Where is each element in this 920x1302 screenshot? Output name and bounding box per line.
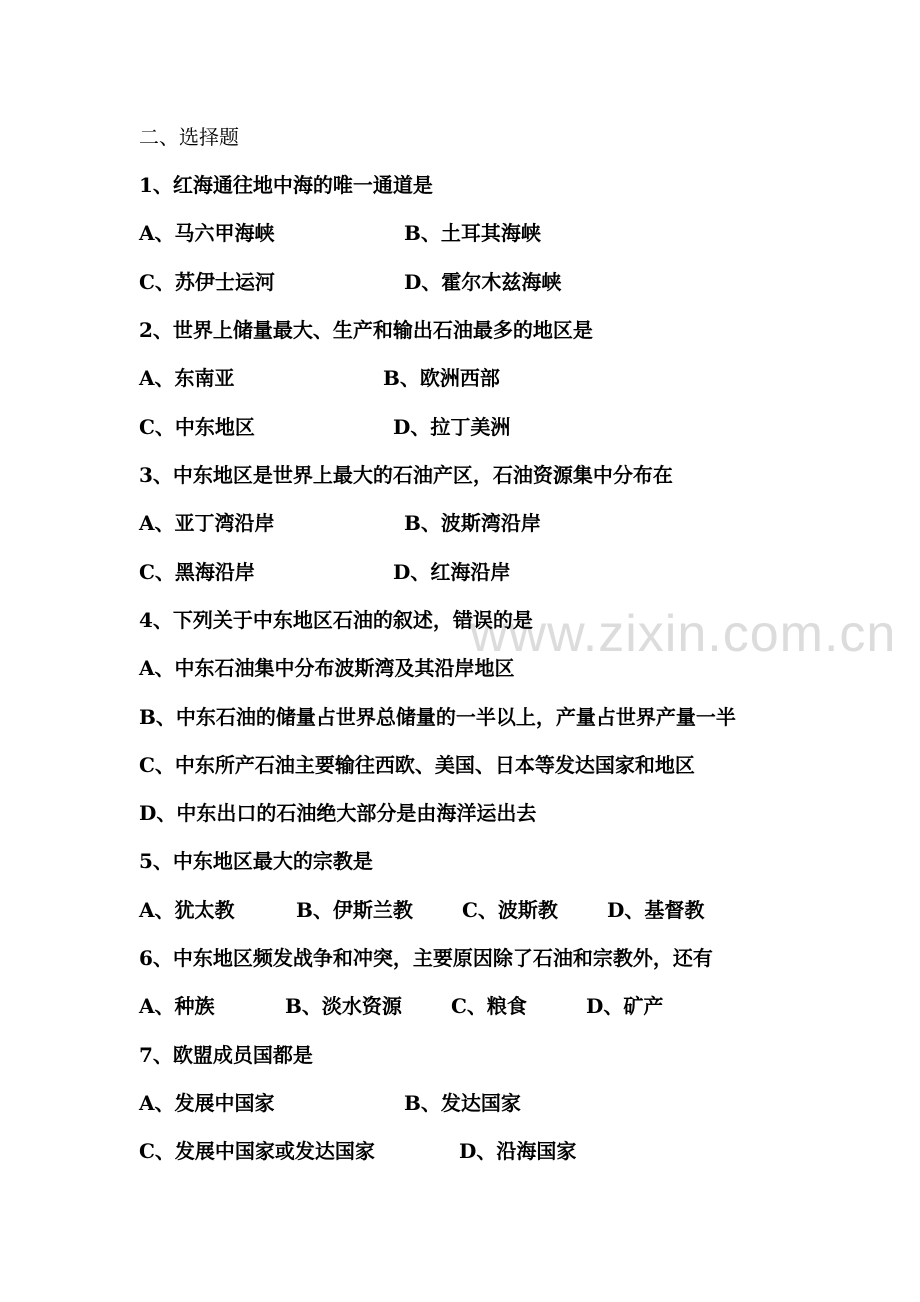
question-2-stem: 2、世界上储量最大、生产和输出石油最多的地区是 [139,318,593,342]
question-7-option-d: D、沿海国家 [459,1139,577,1163]
question-5-option-c: C、波斯教 [462,898,558,922]
question-5-stem: 5、中东地区最大的宗教是 [139,849,373,873]
question-1-stem: 1、红海通往地中海的唯一通道是 [139,173,433,197]
question-5-option-a: A、犹太教 [139,898,235,922]
question-7-option-b: B、发达国家 [404,1091,521,1115]
question-1-option-c: C、苏伊士运河 [139,270,275,294]
question-6-option-c: C、粮食 [451,994,527,1018]
question-4-option-d: D、中东出口的石油绝大部分是由海洋运出去 [139,801,537,825]
question-1-option-d: D、霍尔木兹海峡 [404,270,562,294]
question-3-option-b: B、波斯湾沿岸 [404,511,541,535]
question-7-option-c: C、发展中国家或发达国家 [139,1139,375,1163]
watermark: www.zixin.com.cn [470,605,897,663]
question-6-option-a: A、种族 [139,994,215,1018]
question-4-option-b: B、中东石油的储量占世界总储量的一半以上，产量占世界产量一半 [139,705,736,729]
question-5-option-b: B、伊斯兰教 [296,898,413,922]
question-2-option-c: C、中东地区 [139,415,255,439]
question-7-stem: 7、欧盟成员国都是 [139,1043,313,1067]
question-1-option-a: A、马六甲海峡 [139,221,275,245]
question-6-stem: 6、中东地区频发战争和冲突，主要原因除了石油和宗教外，还有 [139,946,713,970]
question-7-option-a: A、发展中国家 [139,1091,275,1115]
question-3-option-c: C、黑海沿岸 [139,560,255,584]
question-2-option-d: D、拉丁美洲 [393,415,511,439]
question-2-option-a: A、东南亚 [139,366,235,390]
question-4-option-c: C、中东所产石油主要输往西欧、美国、日本等发达国家和地区 [139,753,695,777]
question-5-option-d: D、基督教 [607,898,705,922]
question-4-stem: 4、下列关于中东地区石油的叙述，错误的是 [139,608,533,632]
question-6-option-d: D、矿产 [586,994,664,1018]
question-1-option-b: B、土耳其海峡 [404,221,541,245]
question-2-option-b: B、欧洲西部 [383,366,500,390]
section-title: 二、选择题 [139,125,239,149]
question-3-option-d: D、红海沿岸 [393,560,511,584]
question-3-option-a: A、亚丁湾沿岸 [139,511,275,535]
question-6-option-b: B、淡水资源 [285,994,402,1018]
question-4-option-a: A、中东石油集中分布波斯湾及其沿岸地区 [139,656,515,680]
question-3-stem: 3、中东地区是世界上最大的石油产区，石油资源集中分布在 [139,463,673,487]
